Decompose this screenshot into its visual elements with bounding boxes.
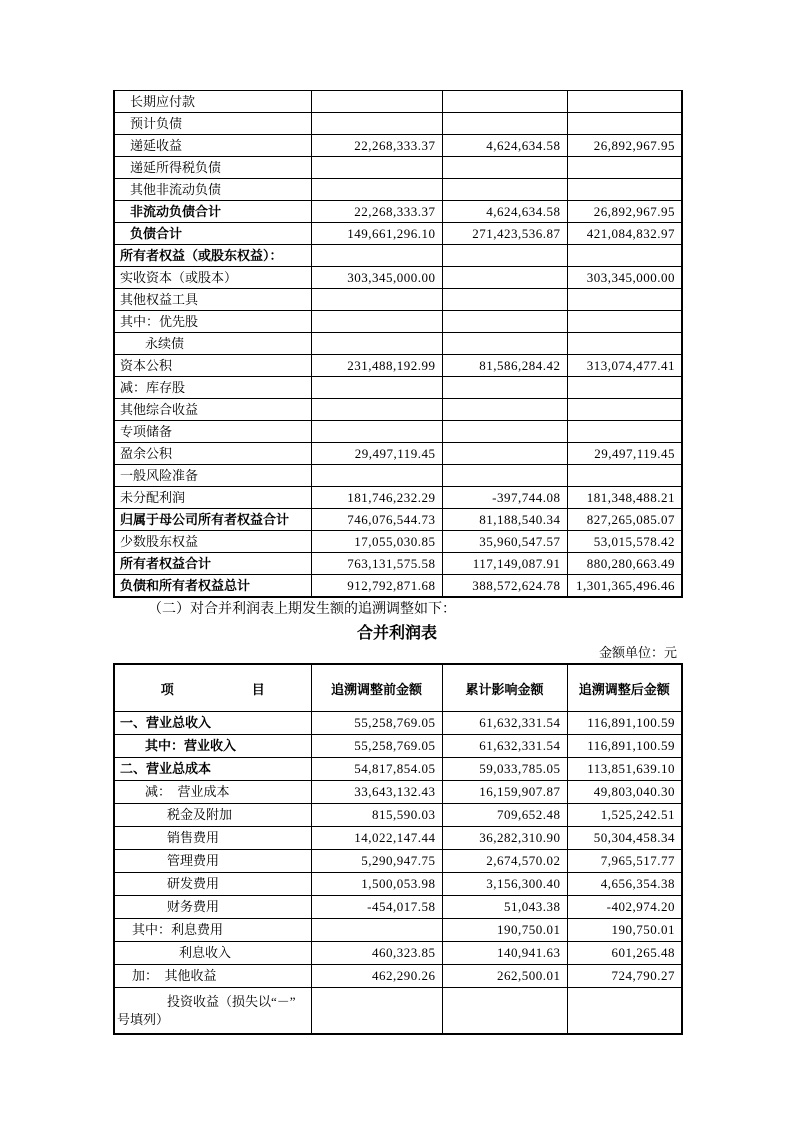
value-after: 7,965,517.77	[567, 850, 682, 873]
value-before: 29,497,119.45	[311, 443, 442, 465]
value-before	[311, 289, 442, 311]
value-impact: 59,033,785.05	[442, 758, 567, 781]
value-impact: 190,750.01	[442, 919, 567, 942]
value-after: 4,656,354.38	[567, 873, 682, 896]
value-before: 22,268,333.37	[311, 201, 442, 223]
table-row	[114, 245, 682, 267]
value-before: 460,323.85	[311, 942, 442, 965]
value-after: 29,497,119.45	[567, 443, 682, 465]
value-after: 26,892,967.95	[567, 135, 682, 157]
value-before: 149,661,296.10	[311, 223, 442, 245]
value-impact: 51,043.38	[442, 896, 567, 919]
row-label: 非流动负债合计	[114, 201, 311, 223]
col-header-before: 追溯调整前金额	[311, 664, 442, 712]
row-label: 一、营业总收入	[114, 712, 311, 735]
table-row	[114, 553, 682, 575]
value-impact: 3,156,300.40	[442, 873, 567, 896]
value-before: -454,017.58	[311, 896, 442, 919]
row-label: 负债和所有者权益总计	[114, 575, 311, 598]
value-after: 49,803,040.30	[567, 781, 682, 804]
value-after	[567, 157, 682, 179]
row-label: 管理费用	[114, 850, 311, 873]
table-row	[114, 355, 682, 377]
value-after	[567, 179, 682, 201]
value-impact: 61,632,331.54	[442, 735, 567, 758]
row-label: 一般风险准备	[114, 465, 311, 487]
value-after: 181,348,488.21	[567, 487, 682, 509]
value-impact	[442, 399, 567, 421]
value-after: 113,851,639.10	[567, 758, 682, 781]
value-after: 601,265.48	[567, 942, 682, 965]
value-impact: 709,652.48	[442, 804, 567, 827]
value-impact: 117,149,087.91	[442, 553, 567, 575]
value-after	[567, 465, 682, 487]
table-row	[114, 487, 682, 509]
value-impact: 35,960,547.57	[442, 531, 567, 553]
value-before: 54,817,854.05	[311, 758, 442, 781]
value-impact	[442, 421, 567, 443]
value-after: 827,265,085.07	[567, 509, 682, 531]
table-row	[114, 988, 682, 1035]
value-before: 5,290,947.75	[311, 850, 442, 873]
value-impact: 4,624,634.58	[442, 201, 567, 223]
value-impact: 16,159,907.87	[442, 781, 567, 804]
row-label: 其他权益工具	[114, 289, 311, 311]
value-after: 26,892,967.95	[567, 201, 682, 223]
value-after: 50,304,458.34	[567, 827, 682, 850]
value-before: 55,258,769.05	[311, 712, 442, 735]
row-label: 未分配利润	[114, 487, 311, 509]
value-after: 303,345,000.00	[567, 267, 682, 289]
row-label: 财务费用	[114, 896, 311, 919]
value-after	[567, 988, 682, 1035]
row-label: 所有者权益合计	[114, 553, 311, 575]
table-row	[114, 113, 682, 135]
table-row	[114, 91, 682, 113]
row-label: 归属于母公司所有者权益合计	[114, 509, 311, 531]
table-row	[114, 965, 682, 988]
value-after: 190,750.01	[567, 919, 682, 942]
value-impact	[442, 311, 567, 333]
table-row	[114, 135, 682, 157]
table-row	[114, 223, 682, 245]
value-before: 746,076,544.73	[311, 509, 442, 531]
table-row	[114, 443, 682, 465]
value-after	[567, 91, 682, 113]
value-after: 421,084,832.97	[567, 223, 682, 245]
value-before: 912,792,871.68	[311, 575, 442, 598]
value-before: 763,131,575.58	[311, 553, 442, 575]
table-row	[114, 201, 682, 223]
value-after: 313,074,477.41	[567, 355, 682, 377]
value-impact: 4,624,634.58	[442, 135, 567, 157]
value-impact	[442, 465, 567, 487]
value-before	[311, 179, 442, 201]
row-label: 所有者权益（或股东权益）：	[114, 245, 311, 267]
col-header-after: 追溯调整后金额	[567, 664, 682, 712]
value-before	[311, 113, 442, 135]
table-row	[114, 311, 682, 333]
row-label: 其他非流动负债	[114, 179, 311, 201]
value-before	[311, 157, 442, 179]
row-label: 实收资本（或股本）	[114, 267, 311, 289]
row-label: 其中：营业收入	[114, 735, 311, 758]
row-label: 盈余公积	[114, 443, 311, 465]
table-row	[114, 942, 682, 965]
value-after: 1,301,365,496.46	[567, 575, 682, 598]
table-row	[114, 333, 682, 355]
value-before	[311, 245, 442, 267]
value-impact	[442, 988, 567, 1035]
value-impact: 81,586,284.42	[442, 355, 567, 377]
row-label: 加： 其他收益	[114, 965, 311, 988]
value-impact: 262,500.01	[442, 965, 567, 988]
row-label: 投资收益（损失以“－” 号填列）	[114, 988, 311, 1035]
value-after	[567, 377, 682, 399]
table-row	[114, 289, 682, 311]
table-row	[114, 179, 682, 201]
row-label: 销售费用	[114, 827, 311, 850]
table-row	[114, 465, 682, 487]
table-row	[114, 804, 682, 827]
table-row	[114, 827, 682, 850]
row-label: 资本公积	[114, 355, 311, 377]
row-label: 税金及附加	[114, 804, 311, 827]
value-before	[311, 421, 442, 443]
value-impact: 36,282,310.90	[442, 827, 567, 850]
table-row	[114, 531, 682, 553]
table-row	[114, 421, 682, 443]
value-before: 17,055,030.85	[311, 531, 442, 553]
value-after: 116,891,100.59	[567, 735, 682, 758]
value-before: 1,500,053.98	[311, 873, 442, 896]
row-label: 其中：利息费用	[114, 919, 311, 942]
value-impact: 271,423,536.87	[442, 223, 567, 245]
value-before: 815,590.03	[311, 804, 442, 827]
value-after: 53,015,578.42	[567, 531, 682, 553]
value-after: 880,280,663.49	[567, 553, 682, 575]
table-row	[114, 735, 682, 758]
table-row	[114, 758, 682, 781]
value-impact	[442, 91, 567, 113]
value-impact: -397,744.08	[442, 487, 567, 509]
row-label: 研发费用	[114, 873, 311, 896]
value-impact: 81,188,540.34	[442, 509, 567, 531]
table-row	[114, 267, 682, 289]
header-row	[114, 664, 682, 712]
value-impact	[442, 245, 567, 267]
value-impact	[442, 333, 567, 355]
value-before	[311, 333, 442, 355]
value-after	[567, 311, 682, 333]
table-row	[114, 781, 682, 804]
value-after	[567, 113, 682, 135]
balance-sheet-adjustment-table	[113, 90, 683, 598]
value-before: 231,488,192.99	[311, 355, 442, 377]
row-label: 负债合计	[114, 223, 311, 245]
value-impact	[442, 113, 567, 135]
value-impact	[442, 157, 567, 179]
value-impact: 61,632,331.54	[442, 712, 567, 735]
table-row	[114, 575, 682, 598]
table-row	[114, 399, 682, 421]
value-after: 116,891,100.59	[567, 712, 682, 735]
value-before: 33,643,132.43	[311, 781, 442, 804]
col-header-impact: 累计影响金额	[442, 664, 567, 712]
value-impact	[442, 267, 567, 289]
table-row	[114, 919, 682, 942]
row-label: 少数股东权益	[114, 531, 311, 553]
balance-table-body	[114, 91, 682, 598]
row-label: 利息收入	[114, 942, 311, 965]
table-row	[114, 157, 682, 179]
value-impact	[442, 377, 567, 399]
col-header-item: 项 目	[114, 664, 311, 712]
value-after: -402,974.20	[567, 896, 682, 919]
row-label: 二、营业总成本	[114, 758, 311, 781]
value-before: 14,022,147.44	[311, 827, 442, 850]
value-after: 1,525,242.51	[567, 804, 682, 827]
value-after	[567, 333, 682, 355]
row-label: 其他综合收益	[114, 399, 311, 421]
row-label: 递延所得税负债	[114, 157, 311, 179]
table-row	[114, 896, 682, 919]
value-impact	[442, 179, 567, 201]
value-before	[311, 91, 442, 113]
value-before: 303,345,000.00	[311, 267, 442, 289]
value-before	[311, 399, 442, 421]
value-impact: 140,941.63	[442, 942, 567, 965]
value-before	[311, 311, 442, 333]
row-label: 长期应付款	[114, 91, 311, 113]
row-label: 减：库存股	[114, 377, 311, 399]
value-impact	[442, 443, 567, 465]
table-row	[114, 712, 682, 735]
row-label: 递延收益	[114, 135, 311, 157]
table-row	[114, 850, 682, 873]
income-table-body	[114, 712, 682, 1035]
income-statement-title: 合并利润表	[356, 625, 437, 642]
table-row	[114, 509, 682, 531]
value-before: 22,268,333.37	[311, 135, 442, 157]
value-after	[567, 399, 682, 421]
row-label: 其中：优先股	[114, 311, 311, 333]
row-label: 专项储备	[114, 421, 311, 443]
table-row	[114, 873, 682, 896]
income-statement-adjustment-table	[113, 663, 683, 1035]
value-before: 55,258,769.05	[311, 735, 442, 758]
table-row	[114, 377, 682, 399]
value-after: 724,790.27	[567, 965, 682, 988]
value-before	[311, 919, 442, 942]
value-before	[311, 377, 442, 399]
row-label: 减： 营业成本	[114, 781, 311, 804]
row-label: 预计负债	[114, 113, 311, 135]
section-note: （二）对合并利润表上期发生额的追溯调整如下：	[148, 602, 456, 617]
value-after	[567, 245, 682, 267]
value-impact: 2,674,570.02	[442, 850, 567, 873]
unit-label: 金额单位：元	[598, 645, 677, 660]
value-after	[567, 289, 682, 311]
value-impact	[442, 289, 567, 311]
value-before	[311, 988, 442, 1035]
value-after	[567, 421, 682, 443]
row-label: 永续债	[114, 333, 311, 355]
value-before	[311, 465, 442, 487]
value-before: 462,290.26	[311, 965, 442, 988]
value-impact: 388,572,624.78	[442, 575, 567, 598]
value-before: 181,746,232.29	[311, 487, 442, 509]
